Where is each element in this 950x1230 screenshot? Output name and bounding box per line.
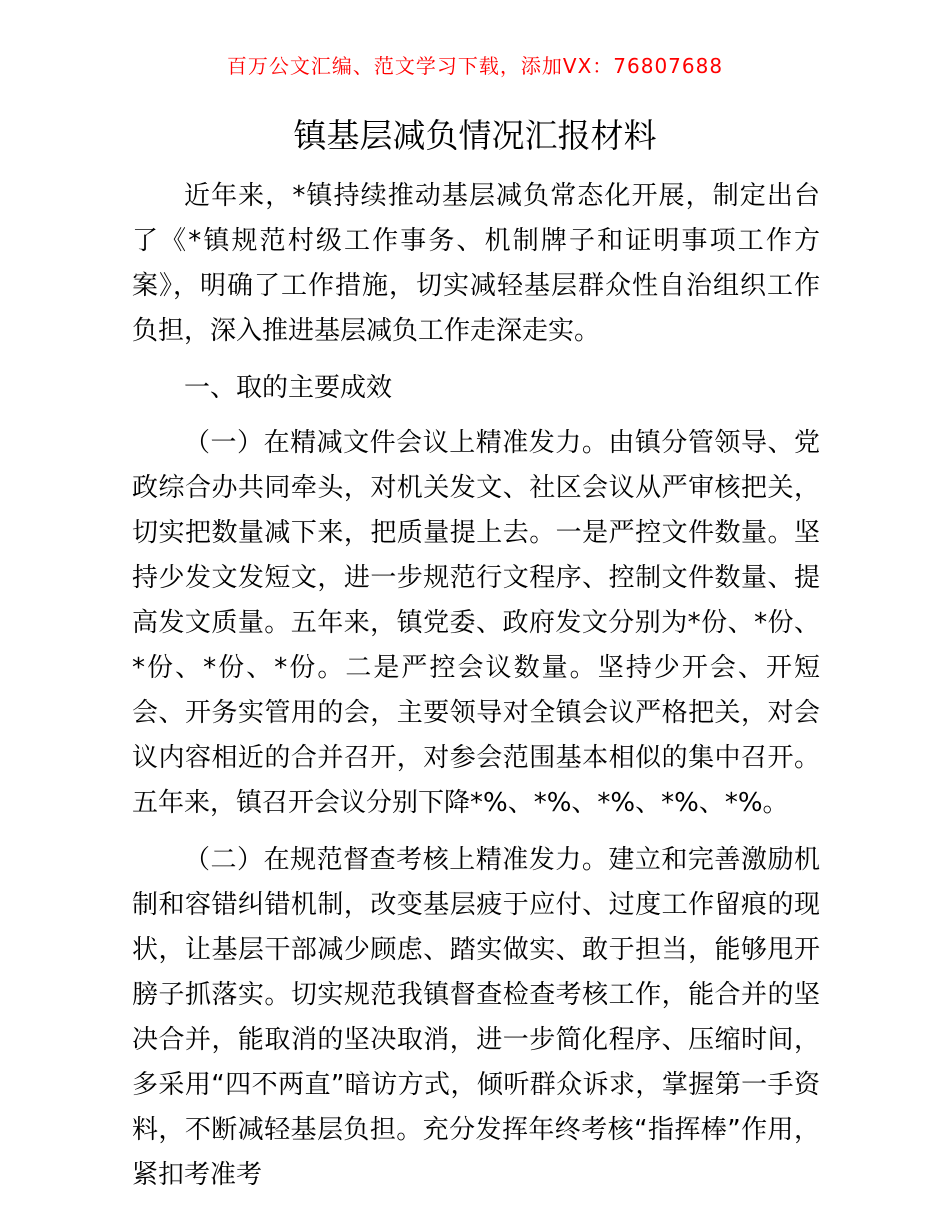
document-content	[132, 174, 820, 1198]
watermark-notice: 百万公文汇编、范文学习下载，添加VX：76807688	[226, 54, 724, 78]
document-title: 镇基层减负情况汇报材料	[293, 116, 657, 155]
section-heading-achievements: 一、取的主要成效	[184, 373, 393, 403]
paragraph-section-1-item-2: （二）在规范督查考核上精准发力。建立和完善激励机制和容错纠错机制，改变基层疲于应付、过度工作留痕的现状，让基层干部减少顾虑、踏实做实、敢于担当，能够甩开膀子抓落实。切实规范我镇督查检查考核工作，能合并的坚决合并，能取消的坚决取消，进一步简化程序、压缩时间，多采用“四不两直”暗访方式，倾听群众诉求，掌握第一手资料，不断减轻基层负担。充分发挥年终考核“指挥棒”作用，紧扣考准考	[132, 845, 820, 1190]
paragraph-intro: 近年来，*镇持续推动基层减负常态化开展，制定出台了《*镇规范村级工作事务、机制牌子和证明事项工作方案》，明确了工作措施，切实减轻基层群众性自治组织工作负担，深入推进基层减负工作走深走实。	[132, 181, 820, 346]
paragraph-section-1-item-1: （一）在精减文件会议上精准发力。由镇分管领导、党政综合办共同牵头，对机关发文、社区会议从严审核把关，切实把数量减下来，把质量提上去。一是严控文件数量。坚持少发文发短文，进一步规范行文程序、控制文件数量、提高发文质量。五年来，镇党委、政府发文分别为*份、*份、*份、*份、*份。二是严控会议数量。坚持少开会、开短会、开务实管用的会，主要领导对全镇会议严格把关，对会议内容相近的合并召开，对参会范围基本相似的集中召开。五年来，镇召开会议分别下降*%、*%、*%、*%、*%。	[132, 428, 820, 818]
